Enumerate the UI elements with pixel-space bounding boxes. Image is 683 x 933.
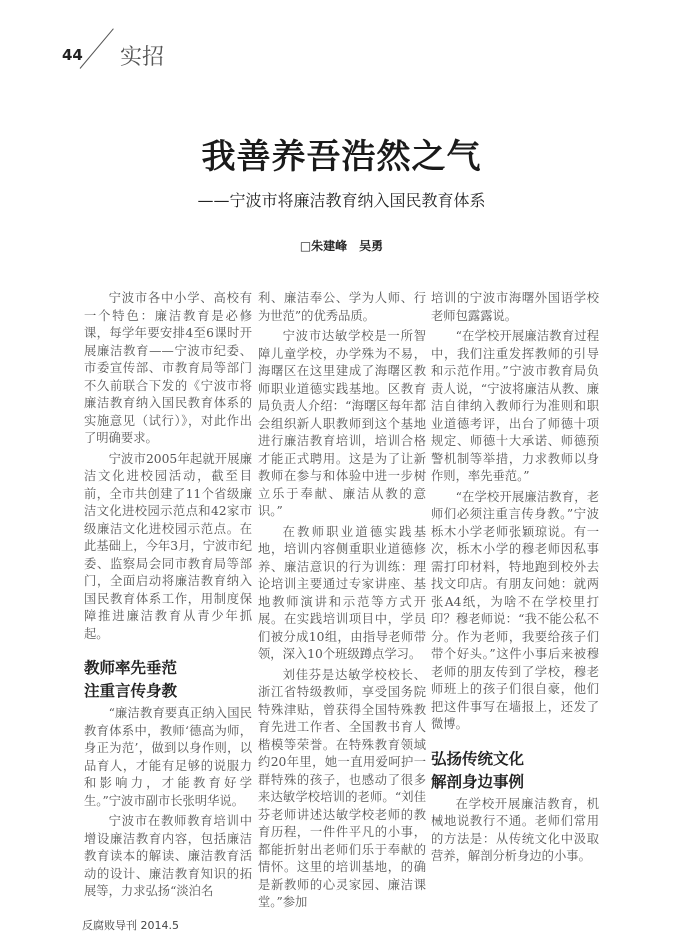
paragraph: 在教师职业道德实践基地，培训内容侧重职业道德修养、廉洁意识的行为训练：理论培训主要通过专家讲座、基地教师演讲和示范等方式开展。在实践培训项目中，学员们被分成10组，由指导老师带领，深入10个班级蹲点学习。 [258, 524, 426, 661]
paragraph: 宁波市各中小学、高校有一个特色：廉洁教育是必修课，每学年要安排4至6课时开展廉洁教育——宁波市纪委、市委宣传部、市教育局等部门不久前联合下发的《宁波市将廉洁教育纳入国民教育体系的实施意见（试行）》，对此作出了明确要求。 [84, 291, 252, 445]
paragraph: 宁波市在教师教育培训中增设廉洁教育内容，包括廉洁教育读本的解读、廉洁教育活动的设计、廉洁教育知识的拓展等，力求弘扬“淡泊名 [84, 814, 252, 898]
heading-line: 弘扬传统文化 [431, 749, 525, 768]
paragraph: 刘佳芬是达敏学校校长、浙江省特级教师，享受国务院特殊津贴，曾获得全国特殊教育先进工作者、全国教书育人楷模等荣誉。在特殊教育领域约20年里，她一直用爱呵护一群特殊的孩子，也感动了很多来达敏学校培训的老师。“刘佳芬老师讲述达敏学校老师的教育历程，一件件平凡的小事，都能折射出老师们乐于奉献的情怀。这里的培训基地，的确是新教师的心灵家园、廉洁课堂。”参加 [258, 667, 426, 909]
section-heading [84, 657, 252, 703]
journal-footer: 反腐败导刊 2014.5 [82, 919, 179, 932]
paragraph-continued: 利、廉洁奉公、学为人师、行为世范”的优秀品质。 [258, 291, 426, 323]
article-author: □朱建峰 吴勇 [299, 239, 384, 253]
paragraph: 宁波市2005年起就开展廉洁文化进校园活动，截至目前，全市共创建了11个省级廉洁文化进校园示范点和42家市级廉洁文化进校园示范点。在此基础上，今年3月，宁波市纪委、监察局会同市教育局等部门，全面启动将廉洁教育纳入国民教育体系工作，用制度保障推进廉洁教育从青少年抓起。 [84, 451, 252, 641]
section-label: 实招 [120, 45, 165, 70]
article-title: 我善养吾浩然之气 [201, 137, 482, 177]
paragraph: “在学校开展廉洁教育，老师们必须注重言传身教。”宁波栎木小学老师张颖琼说。有一次，栎木小学的穆老师因私事需打印材料，特地跑到校外去找文印店。有朋友问她：就两张A4纸，为啥不在学校里打印？穆老师说：“我不能公私不分。作为老师，我要给孩子们带个好头。”这件小事后来被穆老师的朋友传到了学校，穆老师班上的孩子们很自豪，他们把这件事写在墙报上，还发了微博。 [431, 489, 599, 731]
divider-slash [80, 28, 114, 68]
paragraph: “在学校开展廉洁教育过程中，我们注重发挥教师的引导和示范作用。”宁波市教育局负责人说，“宁波将廉洁从教、廉洁自律纳入教师行为准则和职业道德考评，出台了师德十项规定、师德十大承诺、师德预警机制等举措，力求教师以身作则，率先垂范。” [431, 329, 599, 483]
column-left [84, 290, 252, 904]
column-middle [258, 290, 426, 915]
paragraph: 宁波市达敏学校是一所智障儿童学校，办学殊为不易，海曙区在这里建成了海曙区教师职业道德实践基地。区教育局负责人介绍：“海曙区每年都会组织新人职教师到这个基地进行廉洁教育培训，培训合格才能正式聘用。这是为了让新教师在参与和体验中进一步树立乐于奉献、廉洁从教的意识。” [258, 329, 426, 518]
heading-line: 解剖身边事例 [431, 772, 525, 791]
paragraph-continued: 培训的宁波市海曙外国语学校老师包露露说。 [431, 291, 599, 323]
section-heading [431, 748, 599, 794]
page-number: 44 [62, 46, 83, 64]
heading-line: 教师率先垂范 [84, 659, 178, 677]
column-right [431, 290, 599, 869]
article-subtitle: ——宁波市将廉洁教育纳入国民教育体系 [197, 191, 486, 210]
heading-line: 注重言传身教 [84, 682, 178, 700]
paragraph: 在学校开展廉洁教育，机械地说教行不通。老师们常用的方法是：从传统文化中汲取营养，解剖分析身边的小事。 [431, 796, 599, 863]
paragraph: “廉洁教育要真正纳入国民教育体系中，教师‘德高为师，身正为范’，做到以身作则，以品育人，才能有足够的说服力和影响力，才能教育好学生。”宁波市副市长张明华说。 [84, 706, 252, 808]
